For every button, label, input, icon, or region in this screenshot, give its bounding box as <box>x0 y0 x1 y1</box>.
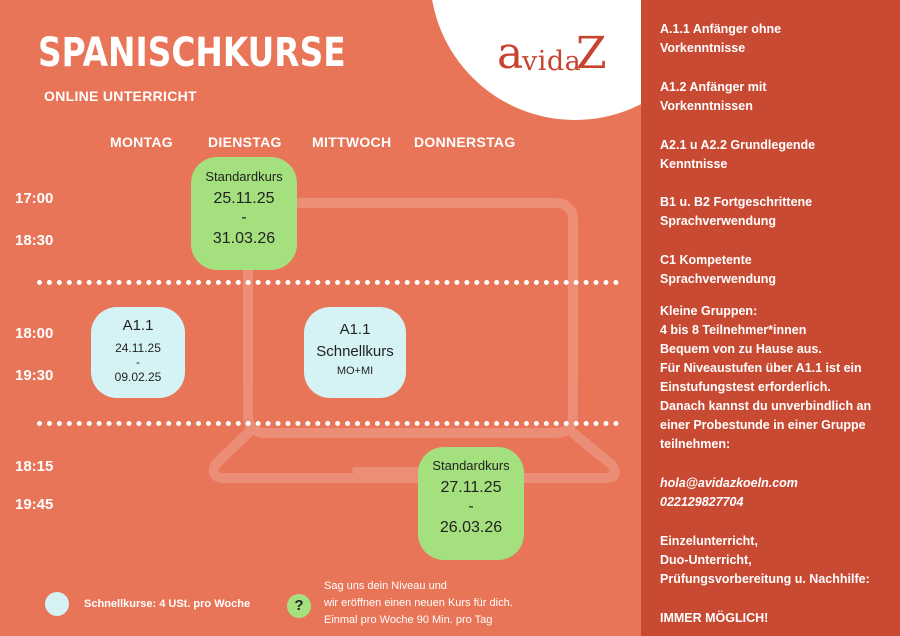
course-start: 25.11.25 <box>213 189 275 207</box>
level-a11-line1: A.1.1 Anfänger ohne <box>660 22 782 36</box>
page-subtitle: ONLINE UNTERRICHT <box>44 88 197 104</box>
level-a2-line1: A2.1 u A2.2 Grundlegende <box>660 138 816 152</box>
course-end: 31.03.26 <box>212 229 276 247</box>
logo-z: Z <box>576 28 607 79</box>
info-line: 4 bis 8 Teilnehmer*innen <box>660 323 807 337</box>
course-separator: - <box>468 497 474 515</box>
divider <box>37 421 619 426</box>
legend-fast-text: Schnellkurse: 4 USt. pro Woche <box>84 598 251 610</box>
level-a12-line1: A1.2 Anfänger mit <box>660 80 767 94</box>
contact-email[interactable]: hola@avidazkoeln.com <box>660 476 798 490</box>
contact-phone[interactable]: 022129827704 <box>660 495 744 509</box>
info-line: teilnehmen: <box>660 437 731 451</box>
question-icon: ? <box>287 594 311 618</box>
legend-note-line: Einmal pro Woche 90 Min. pro Tag <box>324 614 493 626</box>
logo-a: a <box>497 28 524 79</box>
extra-highlight: IMMER MÖGLICH! <box>660 611 769 625</box>
legend-fast-marker <box>45 592 69 616</box>
time-start-3: 18:15 <box>15 458 54 475</box>
info-line: Einstufungstest erforderlich. <box>660 380 831 394</box>
level-b-line2: Sprachverwendung <box>660 214 776 228</box>
day-wednesday: MITTWOCH <box>312 134 392 150</box>
course-type: Schnellkurs <box>316 343 394 360</box>
divider <box>37 280 619 285</box>
level-c1-line1: C1 Kompetente <box>660 253 752 267</box>
day-monday: MONTAG <box>110 134 173 150</box>
course-tuesday <box>191 157 297 270</box>
course-start: 24.11.25 <box>115 341 161 355</box>
time-start-1: 17:00 <box>15 190 54 207</box>
legend-note-line: wir eröffnen einen neuen Kurs für dich. <box>324 597 513 609</box>
day-tuesday: DIENSTAG <box>208 134 282 150</box>
legend-note-line: Sag uns dein Niveau und <box>324 580 447 592</box>
logo-vida: vida <box>522 46 582 77</box>
level-a12-line2: Vorkenntnissen <box>660 99 753 113</box>
course-separator: - <box>241 208 247 226</box>
day-thursday: DONNERSTAG <box>414 134 516 150</box>
extra-line: Prüfungsvorbereitung u. Nachhilfe: <box>660 572 870 586</box>
course-label: A1.1 <box>339 321 371 338</box>
level-a11-line2: Vorkenntnisse <box>660 41 746 55</box>
info-line: Kleine Gruppen: <box>660 304 758 318</box>
info-sidebar <box>641 0 900 636</box>
time-end-2: 19:30 <box>15 367 54 384</box>
course-days: MO+MI <box>336 365 374 377</box>
time-end-1: 18:30 <box>15 232 54 249</box>
course-start: 27.11.25 <box>440 478 502 496</box>
page-title: SPANISCHKURSE <box>38 30 346 76</box>
time-start-2: 18:00 <box>15 325 54 342</box>
course-label: Standardkurs <box>432 458 510 473</box>
level-b-line1: B1 u. B2 Fortgeschrittene <box>660 195 813 209</box>
course-end: 26.03.26 <box>439 518 503 536</box>
info-line: einer Probestunde in einer Gruppe <box>660 418 866 432</box>
extra-line: Einzelunterricht, <box>660 534 758 548</box>
info-line: Bequem von zu Hause aus. <box>660 342 822 356</box>
course-label: A1.1 <box>122 317 154 334</box>
extra-line: Duo-Unterricht, <box>660 553 752 567</box>
course-wednesday <box>304 307 406 398</box>
info-line: Danach kannst du unverbindlich an <box>660 399 872 413</box>
level-c1-line2: Sprachverwendung <box>660 272 776 286</box>
level-a2-line2: Kenntnisse <box>660 157 728 171</box>
legend-note <box>324 578 513 629</box>
info-line: Für Niveaustufen über A1.1 ist ein <box>660 361 862 375</box>
course-label: Standardkurs <box>205 169 283 184</box>
course-monday <box>91 307 185 398</box>
time-end-3: 19:45 <box>15 496 54 513</box>
course-thursday <box>418 447 524 560</box>
course-end: 09.02.25 <box>114 369 162 384</box>
course-separator: - <box>136 355 140 370</box>
